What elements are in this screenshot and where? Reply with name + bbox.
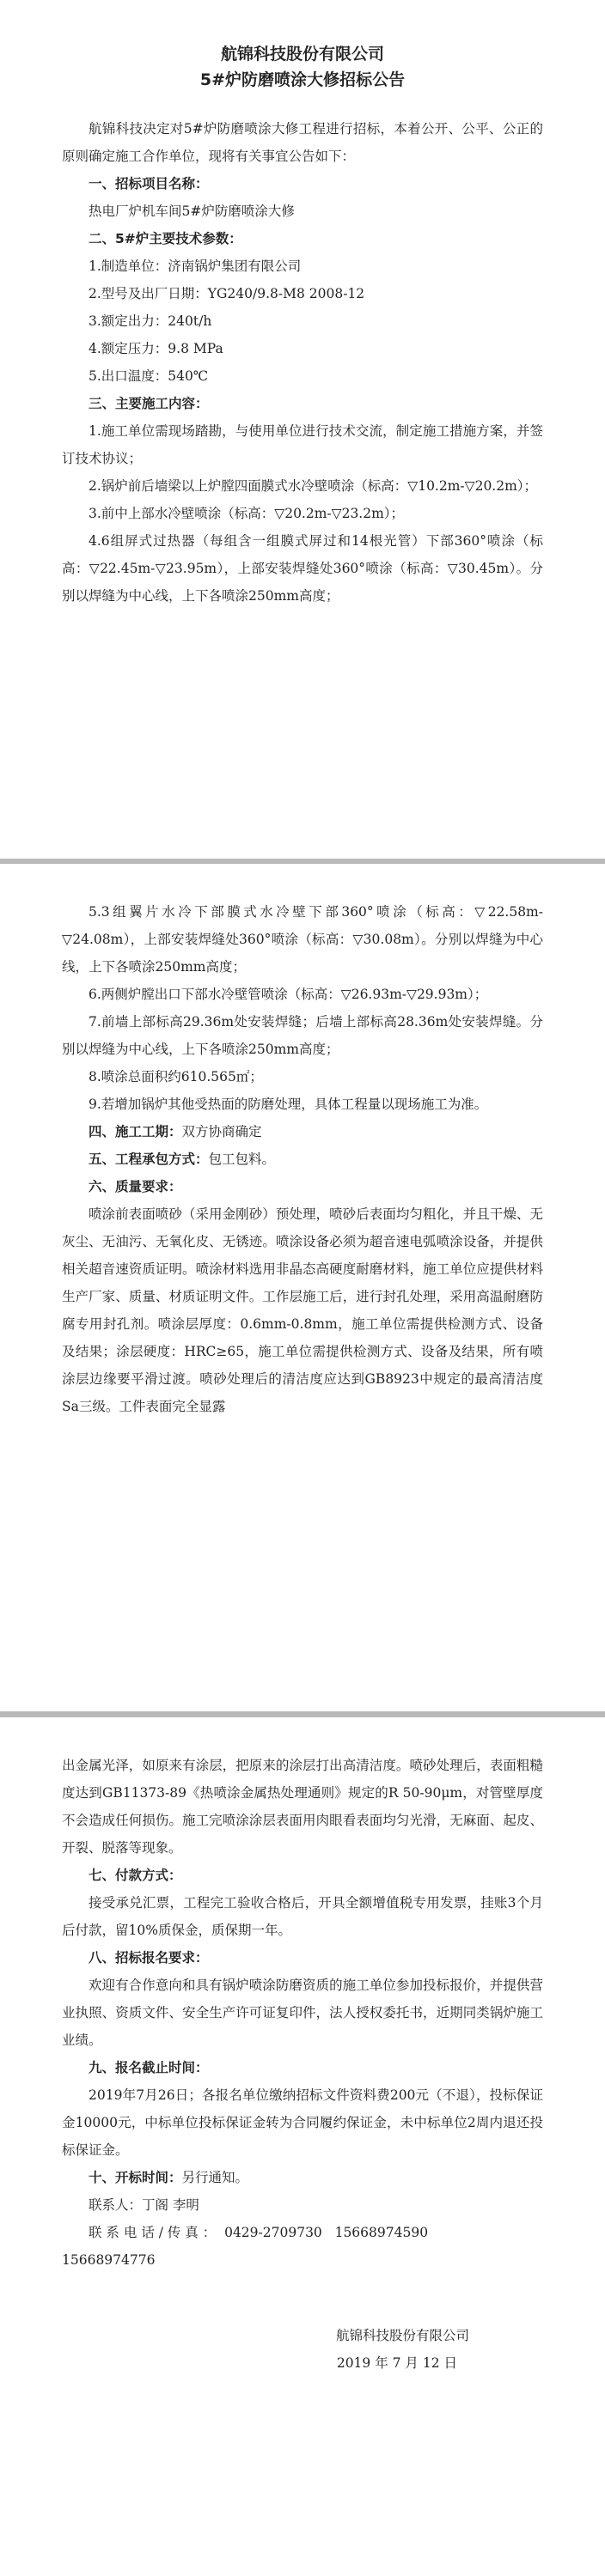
section-7-heading: 七、付款方式：: [89, 1868, 182, 1883]
notice-title: 5#炉防磨喷涂大修招标公告: [199, 70, 406, 89]
section-9-text: 2019年7月26日；各报名单位缴纳招标文件资料费200元（不退），投标保证金10000元，中标单位投标保证金转为合同履约保证金，未中标单位2周内退还投标保证金。: [62, 2087, 543, 2158]
tech-param-item: 4.额定压力：9.8 MPa: [89, 341, 223, 356]
work-item: 3.前中上部水冷壁喷涂（标高：▽20.2m-▽23.2m）；: [89, 506, 405, 521]
contact-phone-line: [62, 2219, 543, 2246]
document-page-1: [0, 0, 605, 859]
document-page-3: [0, 1717, 605, 2576]
company-title: 航锦科技股份有限公司: [220, 45, 384, 64]
tech-param-item: 1.制造单位：济南锅炉集团有限公司: [89, 258, 302, 274]
section-8-heading: 八、招标报名要求：: [89, 1950, 209, 1965]
section-10: [62, 2164, 543, 2191]
tech-param-item: 5.出口温度：540℃: [89, 368, 209, 384]
section-6-text: 喷涂前表面喷砂（采用金刚砂）预处理，喷砂后表面均匀粗化，并且干燥、无灰尘、无油污、无氧化皮、无锈迹。喷涂设备必须为超音速电弧喷涂设备，并提供相关超音速资质证明。喷涂材料选用非晶态高硬度耐磨材料，施工单位应提供材料生产厂家、质量、材质证明文件。工作层施工后，进行封孔处理，采用高温耐磨防腐专用封孔剂。喷涂层厚度：0.6mm-0.8mm，施工单位需提供检测方式、设备及结果；涂层硬度：HRC≥65，施工单位需提供检测方式、设备及结果，所有喷涂层边缘要平滑过渡。喷砂处理后的清洁度应达到GB8923中规定的最高清洁度Sa三级。工件表面完全显露: [62, 1206, 543, 1414]
section-9-heading: 九、报名截止时间：: [89, 2060, 209, 2075]
signature-company: 航锦科技股份有限公司: [335, 2328, 469, 2343]
section-3-heading: 三、主要施工内容：: [89, 396, 209, 411]
section-4-text: 双方协商确定: [181, 1124, 262, 1139]
section-10-text: 另行通知。: [181, 2170, 249, 2185]
section-5: [62, 1145, 543, 1173]
work-item: 4.6组屏式过热器（每组含一组膜式屏过和14根光管）下部360°喷涂（标高：▽22.45m-▽23.95m），上部安装焊缝处360°喷涂（标高：▽30.45m）。分别以焊缝为中心线，上下各喷涂250mm高度；: [62, 533, 543, 604]
section-2-heading: 二、5#炉主要技术参数：: [89, 231, 242, 246]
work-item: 1.施工单位需现场踏勘，与使用单位进行技术交流，制定施工措施方案，并签订技术协议；: [62, 423, 543, 466]
document-page-2: [0, 864, 605, 1711]
section-5-heading: 五、工程承包方式：: [89, 1151, 209, 1167]
intro-paragraph: 航锦科技决定对5#炉防磨喷涂大修工程进行招标，本着公开、公平、公正的原则确定施工合作单位，现将有关事宜公告如下：: [62, 121, 543, 164]
tech-param-item: 3.额定出力：240t/h: [89, 313, 212, 329]
work-item: 5.3组翼片水冷下部膜式水冷壁下部360°喷涂（标高：▽22.58m-▽24.08m），上部安装焊缝处360°喷涂（标高：▽30.08m）。分别以焊缝为中心线，上下各喷涂250mm高度；: [62, 904, 543, 975]
signature-date: 2019 年 7 月 12 日: [336, 2355, 457, 2371]
section-8-text: 欢迎有合作意向和具有锅炉喷涂防磨资质的施工单位参加投标报价，并提供营业执照、资质文件、安全生产许可证复印件，法人授权委托书，近期同类锅炉施工业绩。: [62, 1978, 543, 2048]
tech-param-item: 2.型号及出厂日期：YG240/9.8-M8 2008-12: [89, 286, 365, 301]
contact-person: 联系人：丁阁 李明: [89, 2197, 199, 2213]
contact-phone-number: 15668974776: [62, 2252, 156, 2268]
work-item: 2.锅炉前后墙梁以上炉膛四面膜式水冷壁喷涂（标高：▽10.2m-▽20.2m）；: [89, 478, 538, 494]
section-6-heading: 六、质量要求：: [89, 1179, 182, 1194]
work-item: 9.若增加锅炉其他受热面的防磨处理，具体工程量以现场施工为准。: [89, 1097, 488, 1112]
contact-phone-number: 15668974590: [334, 2225, 429, 2240]
contact-phone-label: 联 系 电 话 / 传 真 ：: [89, 2225, 217, 2240]
section-4: [62, 1118, 543, 1145]
contact-phone-number: 0429-2709730: [224, 2225, 322, 2240]
section-1-text: 热电厂炉机车间5#炉防磨喷涂大修: [89, 204, 295, 219]
section-4-heading: 四、施工工期：: [89, 1124, 182, 1139]
section-7-text: 接受承兑汇票，工程完工验收合格后，开具全额增值税专用发票，挂账3个月后付款，留10%质保金，质保期一年。: [62, 1895, 543, 1938]
section-10-heading: 十、开标时间：: [89, 2170, 182, 2185]
page-separator: [0, 1711, 605, 1717]
work-item: 8.喷涂总面积约610.565㎡；: [89, 1069, 263, 1084]
work-item: 6.两侧炉膛出口下部水冷壁管喷涂（标高：▽26.93m-▽29.93m）；: [89, 987, 488, 1002]
section-6-continued: 出金属光泽，如原来有涂层，把原来的涂层打出高清洁度。喷砂处理后，表面粗糙度达到GB11373-89《热喷涂金属热处理通则》规定的R 50-90μm，对管壁厚度不会造成任何损伤。施工完喷涂涂层表面用肉眼看表面均匀光滑，无麻面、起皮、开裂、脱落等现象。: [62, 1758, 543, 1856]
section-1-heading: 一、招标项目名称：: [89, 176, 209, 191]
section-5-text: 包工包料。: [208, 1151, 276, 1167]
work-item: 7.前墙上部标高29.36m处安装焊缝；后墙上部标高28.36m处安装焊缝。分别以焊缝为中心线，上下各喷涂250mm高度；: [62, 1014, 543, 1057]
